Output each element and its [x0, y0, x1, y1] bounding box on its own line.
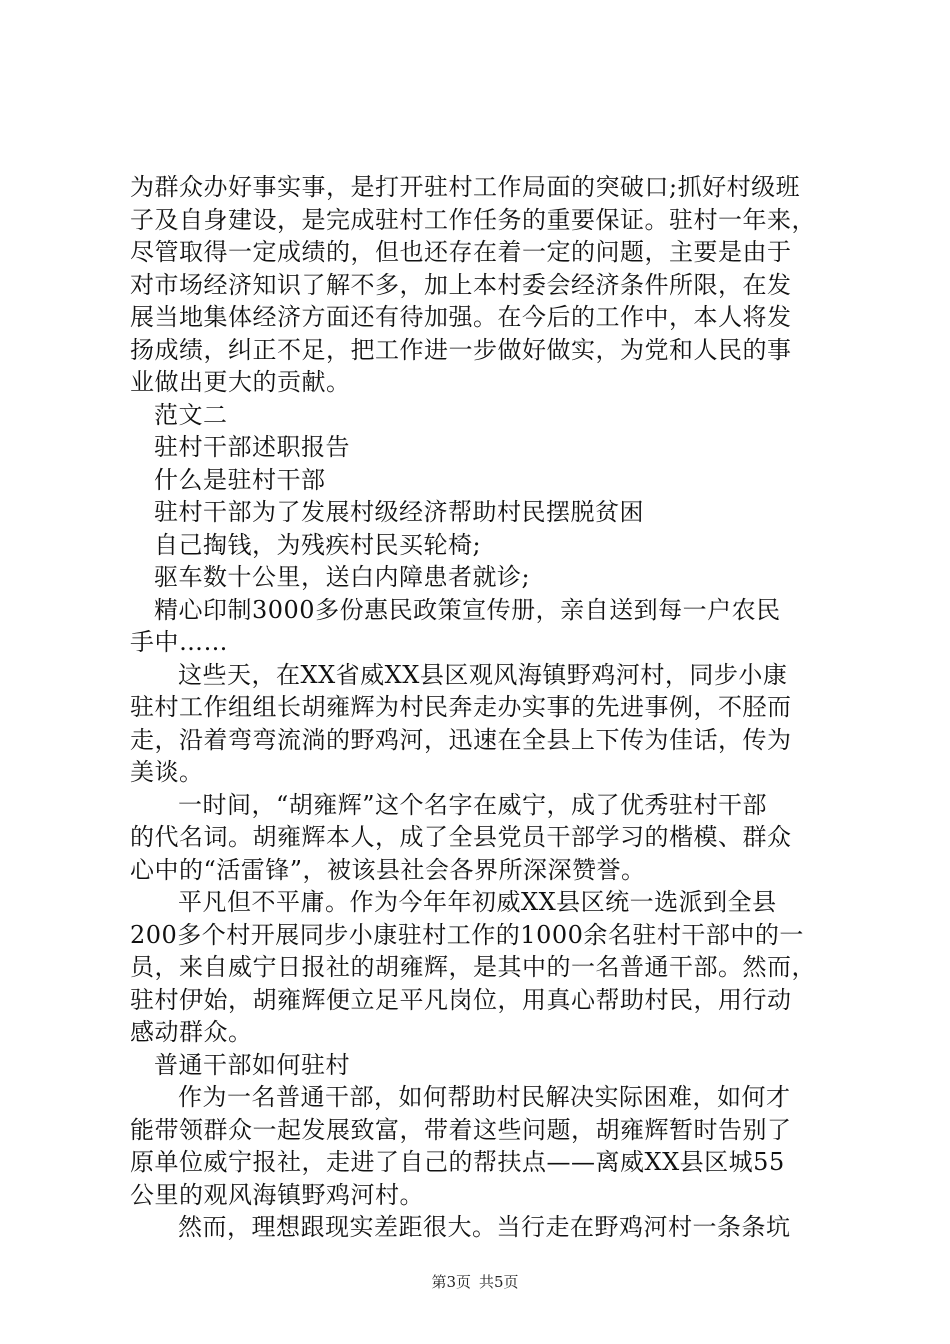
- text-line: 为群众办好事实事，是打开驻村工作局面的突破口;抓好村级班: [130, 173, 801, 201]
- text-line: 自己掏钱，为残疾村民买轮椅;: [154, 530, 482, 559]
- text-line: 展当地集体经济方面还有待加强。在今后的工作中，本人将发: [130, 303, 792, 331]
- text-line: 作为一名普通干部，如何帮助村民解决实际困难，如何才: [178, 1083, 791, 1111]
- text-line: 业做出更大的贡献。: [130, 368, 351, 396]
- text-line: 驻村干部为了发展村级经济帮助村民摆脱贫困: [154, 498, 644, 526]
- text-line: 精心印制3000多份惠民政策宣传册，亲自送到每一户农民: [154, 595, 781, 624]
- text-line: 走，沿着弯弯流淌的野鸡河，迅速在全县上下传为佳话，传为: [130, 725, 792, 754]
- subheading: 普通干部如何驻村: [154, 1050, 350, 1079]
- text-line: 感动群众。: [130, 1018, 253, 1046]
- page-number: 第3页: [431, 1273, 471, 1291]
- text-line: 的代名词。胡雍辉本人，成了全县党员干部学习的楷模、群众: [130, 823, 792, 851]
- text-line: 公里的观风海镇野鸡河村。: [130, 1180, 424, 1209]
- section-heading: 范文二: [154, 400, 228, 429]
- text-line: 对市场经济知识了解不多，加上本村委会经济条件所限，在发: [130, 270, 792, 299]
- text-line: 能带领群众一起发展致富，带着这些问题，胡雍辉暂时告别了: [130, 1115, 792, 1144]
- text-line: 扬成绩，纠正不足，把工作进一步做好做实，为党和人民的事: [130, 335, 792, 364]
- text-line: 原单位威宁报社，走进了自己的帮扶点——离威XX县区城55: [130, 1148, 785, 1176]
- page-total: 共5页: [479, 1273, 519, 1291]
- page-footer: [0, 1272, 950, 1292]
- text-line: 然而，理想跟现实差距很大。当行走在野鸡河村一条条坑: [178, 1213, 791, 1241]
- text-line: 200多个村开展同步小康驻村工作的1000余名驻村干部中的一: [130, 920, 804, 949]
- subheading: 什么是驻村干部: [154, 465, 326, 494]
- text-line: 心中的“活雷锋”，被该县社会各界所深深赞誉。: [130, 855, 646, 884]
- text-line: 尽管取得一定成绩的，但也还存在着一定的问题，主要是由于: [130, 238, 792, 266]
- text-line: 员，来自威宁日报社的胡雍辉，是其中的一名普通干部。然而，: [130, 953, 816, 981]
- text-line: 手中……: [130, 628, 228, 656]
- text-line: 这些天，在XX省威XX县区观风海镇野鸡河村，同步小康: [178, 660, 788, 689]
- text-line: 美谈。: [130, 758, 204, 786]
- text-line: 平凡但不平庸。作为今年年初威XX县区统一选派到全县: [178, 888, 777, 916]
- article-title: 驻村干部述职报告: [154, 433, 350, 461]
- text-line: 驻村伊始，胡雍辉便立足平凡岗位，用真心帮助村民，用行动: [130, 985, 792, 1014]
- text-line: 驻村工作组组长胡雍辉为村民奔走办实事的先进事例，不胫而: [130, 693, 792, 721]
- document-body: [130, 171, 830, 1244]
- text-line: 一时间，“胡雍辉”这个名字在威宁，成了优秀驻村干部: [178, 790, 768, 819]
- text-line: 驱车数十公里，送白内障患者就诊;: [154, 563, 531, 591]
- text-line: 子及自身建设，是完成驻村工作任务的重要保证。驻村一年来，: [130, 205, 816, 234]
